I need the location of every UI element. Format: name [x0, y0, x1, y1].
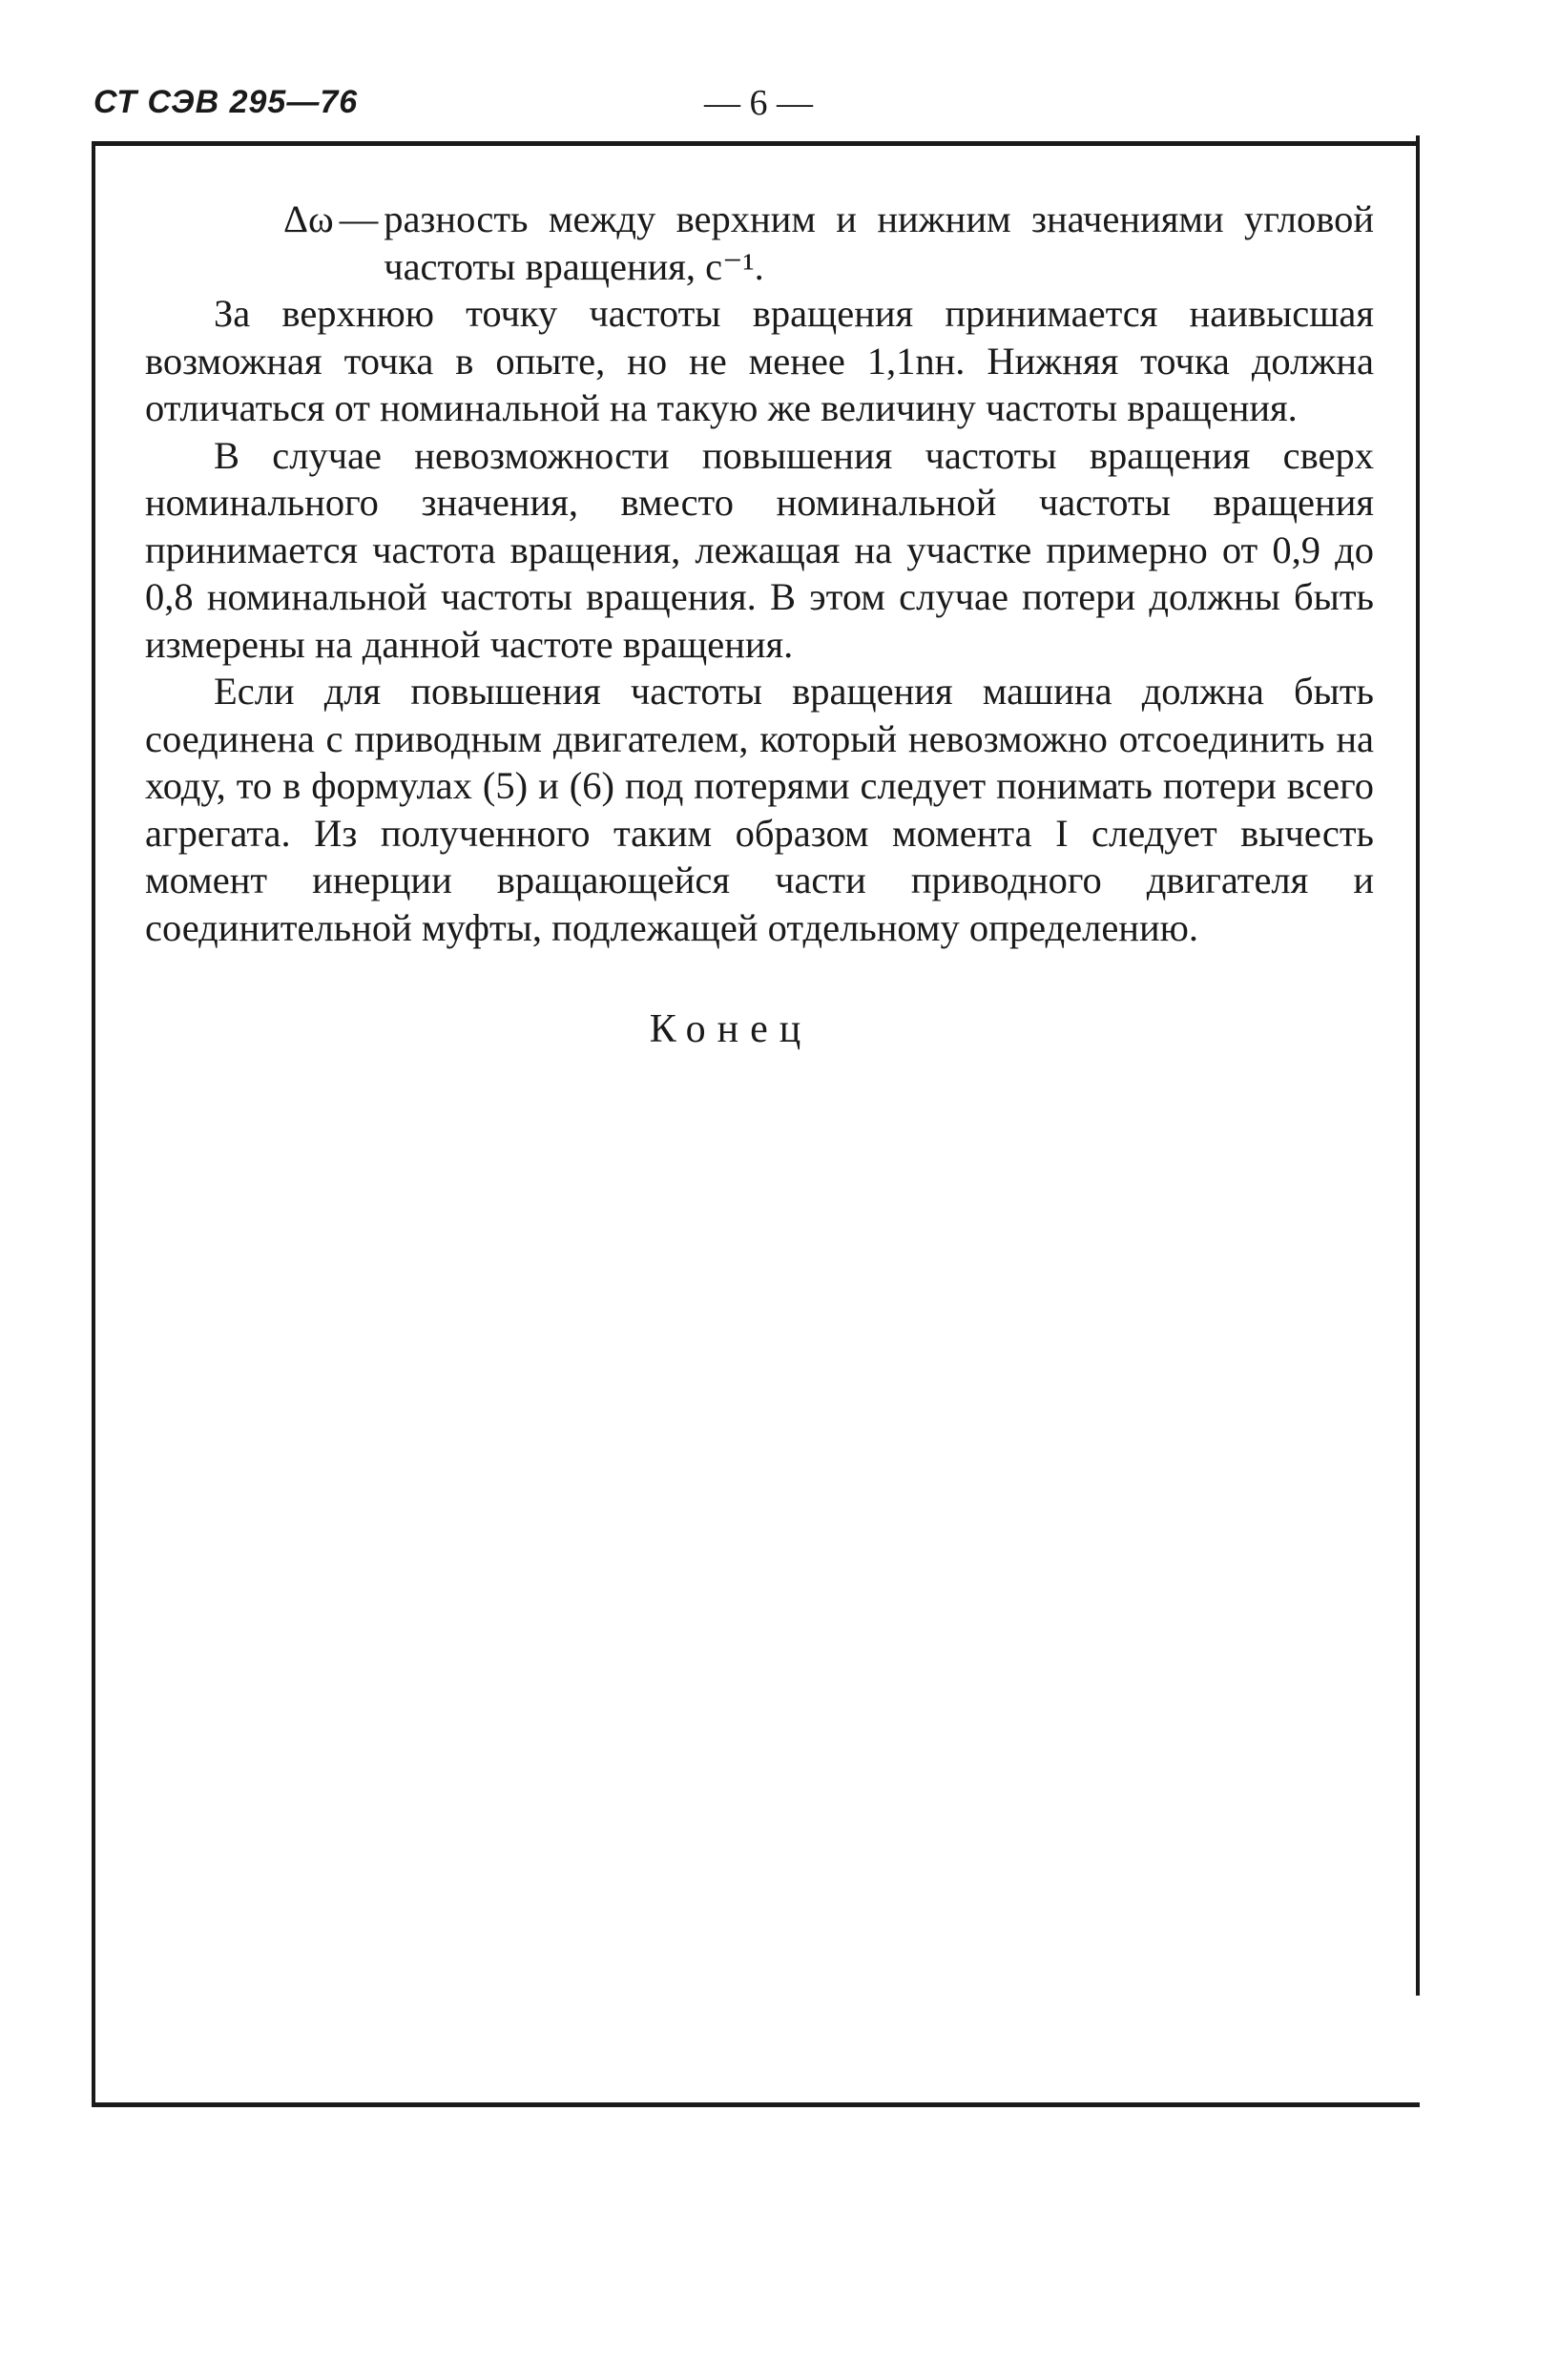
frame-right-border — [1416, 135, 1420, 1996]
paragraph-drive-motor: Если для повышения частоты вращения машина должна быть соединена с приводным двигателем, который невозможно отсоединить на ходу, то в формулах (5) и (6) под потерями следует понимать потери всего агрегата. Из полученного таким образом момента I следует вычесть момент инерции вращающейся части приводного двигателя и соединительной муфты, подлежащей отдельному определению. — [145, 670, 1374, 949]
definition-entry — [283, 196, 1374, 290]
end-marker: Конец — [649, 1007, 813, 1051]
definition-text: разность между верхним и нижним значениями угловой частоты вращения, с⁻¹. — [384, 197, 1374, 288]
paragraph-nominal-frequency: В случае невозможности повышения частоты вращения сверх номинального значения, вместо номинальной частоты вращения принимается частота вращения, лежащая на участке примерно от 0,9 до 0,8 номинальной частоты вращения. В этом случае потери должны быть измерены на данной частоте вращения. — [145, 433, 1374, 666]
page-body — [145, 196, 1374, 1054]
frame-left-border — [92, 141, 95, 2106]
page-number: — 6 — — [704, 83, 813, 123]
frame-bottom-border — [92, 2102, 1420, 2107]
definition-dash: — — [339, 197, 379, 240]
standard-code: СТ СЭВ 295—76 — [94, 84, 359, 120]
frame-top-border — [92, 141, 1420, 146]
paragraph-upper-point: За верхнюю точку частоты вращения принимается наивысшая возможная точка в опыте, но не менее 1,1nн. Нижняя точка должна отличаться от номинальной на такую же величину частоты вращения. — [145, 292, 1374, 429]
definition-term: Δω — [283, 197, 334, 240]
